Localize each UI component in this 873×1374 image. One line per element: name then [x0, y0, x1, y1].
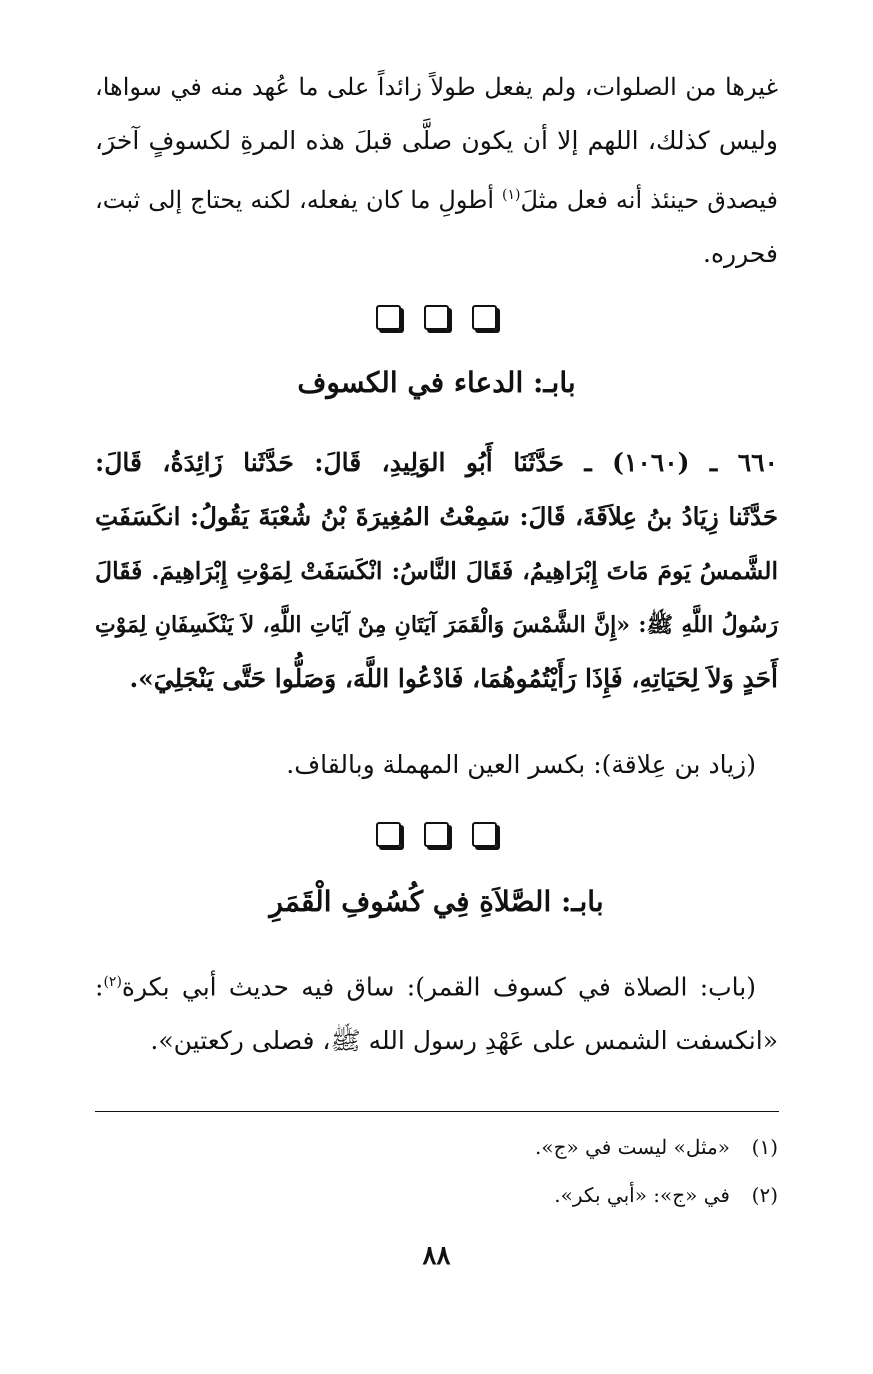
footnote-marker-2: (٢): [103, 974, 122, 990]
footnote-marker-1: (١): [502, 187, 521, 203]
hadith-line: رَسُولُ اللَّهِ ﷺ: «إِنَّ الشَّمْسَ وَالْقَمَرَ آيَتَانِ مِنْ آيَاتِ اللَّهِ، لاَ يَنْكَسِفَانِ لِمَوْتِ: [95, 612, 778, 638]
intro-line: وليس كذلك، اللهم إلا أن يكون صلَّى قبلَ هذه المرةِ لكسوفٍ آخرَ،: [95, 126, 778, 155]
commentary-line-part: :: [95, 972, 104, 1002]
footnote-1: [535, 1132, 778, 1162]
section-divider-ornament: [0, 822, 873, 847]
intro-line: [95, 168, 778, 227]
intro-paragraph: [95, 60, 778, 281]
square-ornament-icon: [376, 822, 401, 847]
square-ornament-icon: [424, 305, 449, 330]
chapter-heading-supplication: بابـ: الدعاء في الكسوف: [297, 366, 576, 399]
hadith-line: الشَّمسُ يَومَ مَاتَ إِبْرَاهِيمُ، فَقَالَ النَّاسُ: انْكَسَفَتْ لِمَوْتِ إِبْرَاهِيمَ. فَقَالَ: [95, 557, 778, 585]
footnote-text: في «ج»: «أبي بكر».: [554, 1183, 730, 1207]
hadith-line: حَدَّثَنا زِيَادُ بنُ عِلاَقَةَ، قَالَ: سَمِعْتُ المُغِيرَةَ بْنُ شُعْبَةَ يَقُولُ: انكَسَفَتِ: [95, 502, 778, 531]
commentary-paragraph: [95, 955, 778, 1068]
commentary-note: [95, 738, 778, 792]
chapter-heading-lunar-eclipse: بابـ: الصَّلاَةِ فِي كُسُوفِ الْقَمَرِ: [269, 885, 604, 918]
footnote-number: (١): [751, 1135, 778, 1159]
section-divider-ornament: [0, 305, 873, 330]
commentary-line: «انكسفت الشمس على عَهْدِ رسول الله ﷺ، فصلى ركعتين».: [150, 1026, 778, 1056]
square-ornament-icon: [472, 822, 497, 847]
commentary-line: (زياد بن عِلاقة): بكسر العين المهملة وبالقاف.: [286, 750, 756, 779]
square-ornament-icon: [472, 305, 497, 330]
square-ornament-icon: [424, 822, 449, 847]
footnote-number: (٢): [751, 1183, 778, 1207]
footnote-text: «مثل» ليست في «ج».: [534, 1135, 730, 1159]
footnote-2: [554, 1180, 778, 1210]
commentary-line-part: (باب: الصلاة في كسوف القمر): ساق فيه حديث أبي بكرة: [121, 972, 756, 1002]
square-ornament-icon: [376, 305, 401, 330]
intro-line: فحرره.: [703, 239, 778, 268]
footnote-separator: [95, 1111, 779, 1112]
intro-line: غيرها من الصلوات، ولم يفعل طولاً زائداً على ما عُهد منه في سواها،: [95, 73, 778, 101]
intro-line-part: أطولِ ما كان يفعله، لكنه يحتاج إلى ثبت،: [95, 186, 502, 214]
commentary-line: [95, 955, 778, 1014]
intro-line-part: فيصدق حينئذ أنه فعل مثلَ: [520, 186, 778, 214]
hadith-line: أَحَدٍ وَلاَ لِحَيَاتِهِ، فَإِذَا رَأَيْتُمُوهُمَا، فَادْعُوا اللَّهَ، وَصَلُّوا حَتَّى يَنْجَلِيَ».: [129, 664, 778, 693]
page-number: ٨٨: [422, 1241, 451, 1271]
hadith-text: [95, 436, 778, 706]
hadith-line: ٦٦٠ ـ (١٠٦٠) ـ حَدَّثَنَا أَبُو الوَلِيدِ، قَالَ: حَدَّثَنا زَائِدَةُ، قَالَ:: [95, 448, 778, 477]
